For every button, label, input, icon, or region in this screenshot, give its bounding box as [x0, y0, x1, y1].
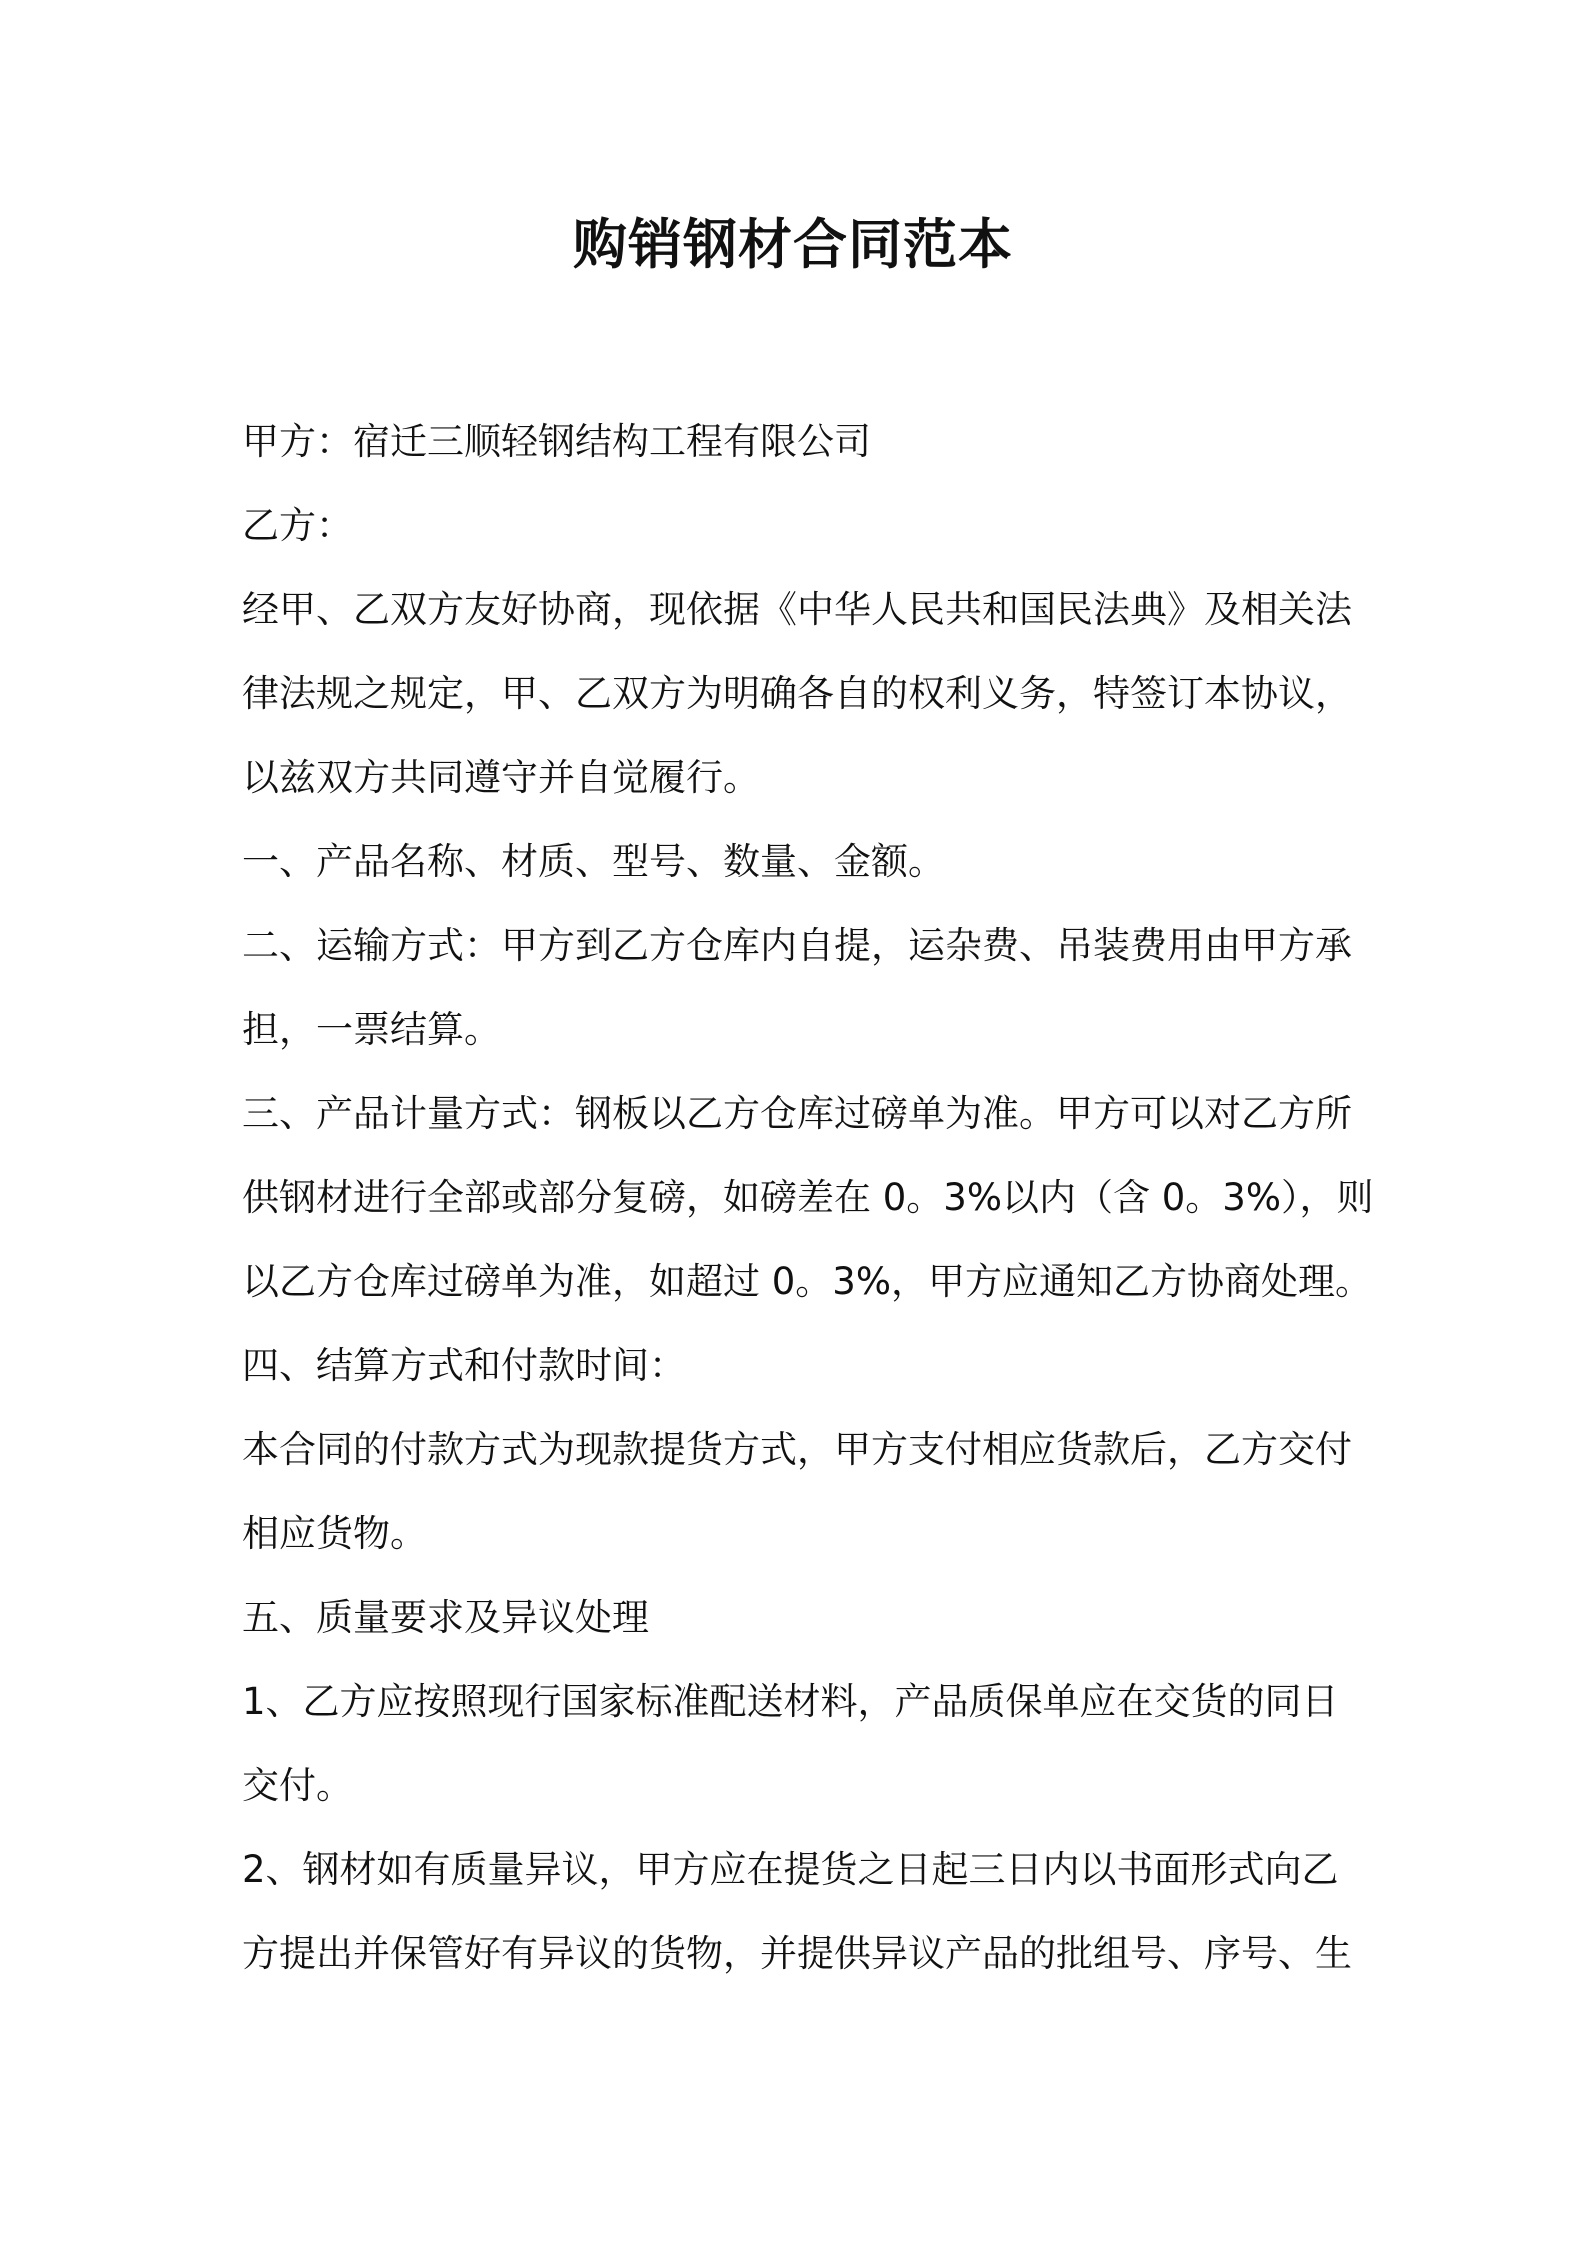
- clause-4-line-2: 相应货物。: [242, 1512, 427, 1555]
- clause-1-heading: 一、产品名称、材质、型号、数量、金额。: [242, 840, 945, 883]
- clause-4-line-1: 本合同的付款方式为现款提货方式，甲方支付相应货款后，乙方交付: [242, 1428, 1352, 1471]
- party-a-line: 甲方：宿迁三顺轻钢结构工程有限公司: [242, 420, 871, 463]
- clause-3-line-2: 供钢材进行全部或部分复磅，如磅差在 0。3%以内（含 0。3%），则: [242, 1176, 1374, 1219]
- document-title: 购销钢材合同范本: [573, 213, 1013, 276]
- clause-3-line-1: 三、产品计量方式：钢板以乙方仓库过磅单为准。甲方可以对乙方所: [242, 1092, 1352, 1135]
- preamble-line-3: 以兹双方共同遵守并自觉履行。: [242, 756, 760, 799]
- clause-5-1-line-1: 1、乙方应按照现行国家标准配送材料，产品质保单应在交货的同日: [242, 1680, 1339, 1723]
- preamble-line-1: 经甲、乙双方友好协商，现依据《中华人民共和国民法典》及相关法: [242, 588, 1352, 631]
- clause-2-line-2: 担，一票结算。: [242, 1008, 501, 1051]
- clause-3-line-3: 以乙方仓库过磅单为准，如超过 0。3%，甲方应通知乙方协商处理。: [242, 1260, 1372, 1303]
- contract-body: [242, 400, 1374, 1996]
- clause-5-2-line-2: 方提出并保管好有异议的货物，并提供异议产品的批组号、序号、生: [242, 1932, 1352, 1975]
- clause-5-2-line-1: 2、钢材如有质量异议，甲方应在提货之日起三日内以书面形式向乙: [242, 1848, 1339, 1891]
- clause-5-1-line-2: 交付。: [242, 1764, 353, 1807]
- clause-4-heading: 四、结算方式和付款时间：: [242, 1344, 686, 1387]
- clause-2-line-1: 二、运输方式：甲方到乙方仓库内自提，运杂费、吊装费用由甲方承: [242, 924, 1352, 967]
- clause-5-heading: 五、质量要求及异议处理: [242, 1596, 649, 1639]
- preamble-line-2: 律法规之规定，甲、乙双方为明确各自的权利义务，特签订本协议，: [242, 672, 1352, 715]
- party-b-line: 乙方：: [242, 504, 353, 547]
